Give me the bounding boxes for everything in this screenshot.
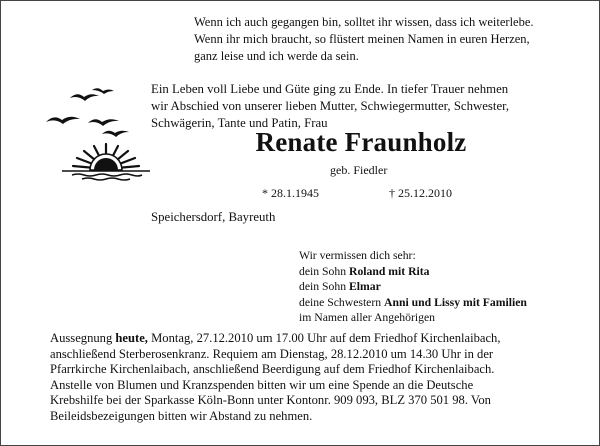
service-rest: Montag, 27.12.2010 um 17.00 Uhr auf dem Friedhof Kirchenlaibach, bbox=[147, 331, 501, 345]
service-line: Anstelle von Blumen und Kranzspenden bitten wir um eine Spende an die Deutsche bbox=[50, 377, 474, 392]
service-line: Krebshilfe bei der Sparkasse Köln-Bonn unter Kontonr. 909 093, BLZ 370 501 98. Von bbox=[50, 393, 491, 407]
intro-text bbox=[151, 81, 591, 132]
mourners-list bbox=[299, 248, 594, 326]
service-prefix: Aussegnung bbox=[50, 331, 116, 345]
poem-line: Wenn ich auch gegangen bin, solltet ihr wissen, dass ich weiterlebe. bbox=[194, 15, 534, 29]
mourner-relation: dein Sohn bbox=[299, 264, 349, 278]
service-line: Beileidsbezeigungen bitten wir Abstand zu nehmen. bbox=[50, 408, 313, 423]
birth-date: * 28.1.1945 bbox=[262, 186, 319, 200]
deceased-name: Renate Fraunholz bbox=[255, 127, 467, 157]
mourner-entry bbox=[299, 295, 594, 311]
mourner-relation: dein Sohn bbox=[299, 280, 349, 293]
service-info bbox=[50, 331, 598, 424]
service-today: heute, bbox=[115, 331, 148, 345]
mourners-heading: Wir vermissen dich sehr: bbox=[299, 249, 416, 262]
service-line bbox=[50, 331, 598, 347]
mourner-entry bbox=[299, 264, 594, 280]
mourner-names: Roland mit Rita bbox=[349, 264, 430, 278]
mourner-names: Anni und Lissy mit Familien bbox=[384, 295, 527, 309]
mourner-names: Elmar bbox=[349, 280, 381, 293]
maiden-name: geb. Fiedler bbox=[330, 163, 388, 177]
poem-line: Wenn ihr mich braucht, so flüstert meinen Namen in euren Herzen, bbox=[194, 32, 530, 46]
residence-place: Speichersdorf, Bayreuth bbox=[151, 210, 276, 224]
poem-line: ganz leise und ich werde da sein. bbox=[194, 49, 359, 63]
intro-line: Schwägerin, Tante und Patin, Frau bbox=[151, 116, 328, 130]
mourner-entry bbox=[299, 279, 594, 295]
intro-line: Ein Leben voll Liebe und Güte ging zu Ende. In tiefer Trauer nehmen bbox=[151, 82, 509, 96]
intro-line: wir Abschied von unserer lieben Mutter, Schwiegermutter, Schwester, bbox=[151, 99, 510, 113]
death-date: † 25.12.2010 bbox=[389, 186, 452, 200]
sunset-birds-icon bbox=[44, 88, 156, 184]
service-line: anschließend Sterberosenkranz. Requiem am Dienstag, 28.12.2010 um 14.30 Uhr in der bbox=[50, 346, 494, 361]
service-line: Pfarrkirche Kirchenlaibach, anschließend Beerdigung auf dem Friedhof Kirchenlaibach. bbox=[50, 362, 495, 376]
mourner-relation: deine Schwestern bbox=[299, 295, 385, 309]
poem bbox=[194, 14, 574, 65]
all-relatives-note: im Namen aller Angehörigen bbox=[299, 311, 435, 324]
